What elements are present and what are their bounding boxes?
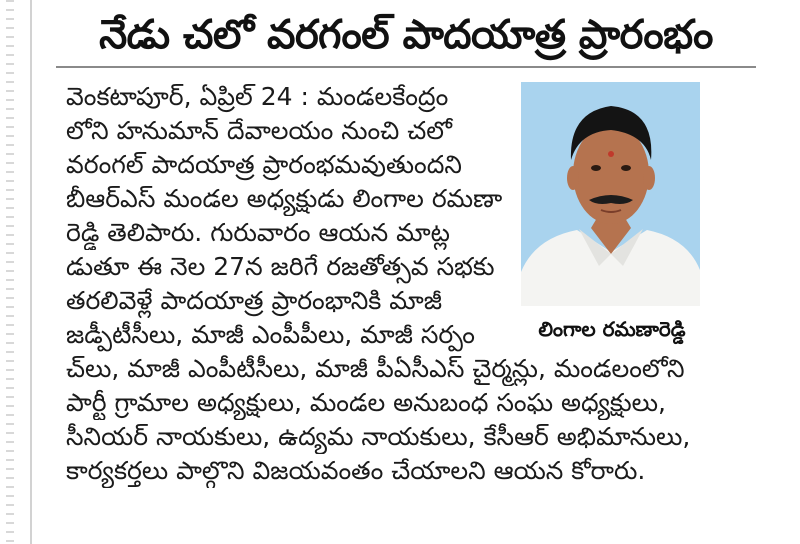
page-edge-marks — [6, 0, 14, 544]
tilak-mark — [608, 151, 614, 157]
headline-rule — [56, 66, 756, 68]
body-line: చ్‌లు, మాజీ ఎంపీటీసీలు, మాజీ పీఏసీఎస్ చైర్మన్లు, మండలంలోని — [66, 354, 685, 383]
headline: నేడు చలో వరగంల్ పాదయాత్ర ప్రారంభం — [99, 12, 713, 58]
left-eye — [591, 165, 601, 171]
body-line: బీఆర్ఎస్ మండల అధ్యక్షుడు లింగాల రమణా — [66, 184, 503, 213]
portrait-photo — [521, 82, 700, 306]
photo-caption: లింగాల రమణారెడ్డి — [538, 317, 686, 341]
body-line: సీనియర్ నాయకులు, ఉద్యమ నాయకులు, కేసీఆర్ అభిమానులు, — [66, 422, 691, 451]
right-ear — [643, 166, 655, 190]
body-line: పార్టీ గ్రామాల అధ్యక్షులు, మండల అనుబంధ సంఘ అధ్యక్షులు, — [66, 388, 666, 417]
right-eye — [621, 165, 631, 171]
body-line: లోని హనుమాన్ దేవాలయం నుంచి చలో — [66, 116, 452, 145]
body-line: కార్యకర్తలు పాల్గొని విజయవంతం చేయాలని ఆయన కోరారు. — [66, 456, 646, 485]
column-divider — [30, 0, 32, 544]
body-line: వెంకటాపూర్, ఏప్రిల్ 24 : మండలకేంద్రం — [66, 82, 449, 111]
body-line: డుతూ ఈ నెల 27న జరిగే రజతోత్సవ సభకు — [66, 252, 495, 281]
body-line: రెడ్డి తెలిపారు. గురువారం ఆయన మాట్ల — [66, 218, 450, 247]
portrait-illustration — [521, 82, 700, 306]
left-ear — [567, 166, 579, 190]
body-line: జడ్పీటీసీలు, మాజీ ఎంపీపీలు, మాజీ సర్పం — [66, 320, 475, 349]
body-line: వరంగల్ పాదయాత్ర ప్రారంభమవుతుందని — [66, 150, 462, 179]
body-line: తరలివెళ్లే పాదయాత్ర ప్రారంభానికి మాజీ — [66, 286, 443, 315]
